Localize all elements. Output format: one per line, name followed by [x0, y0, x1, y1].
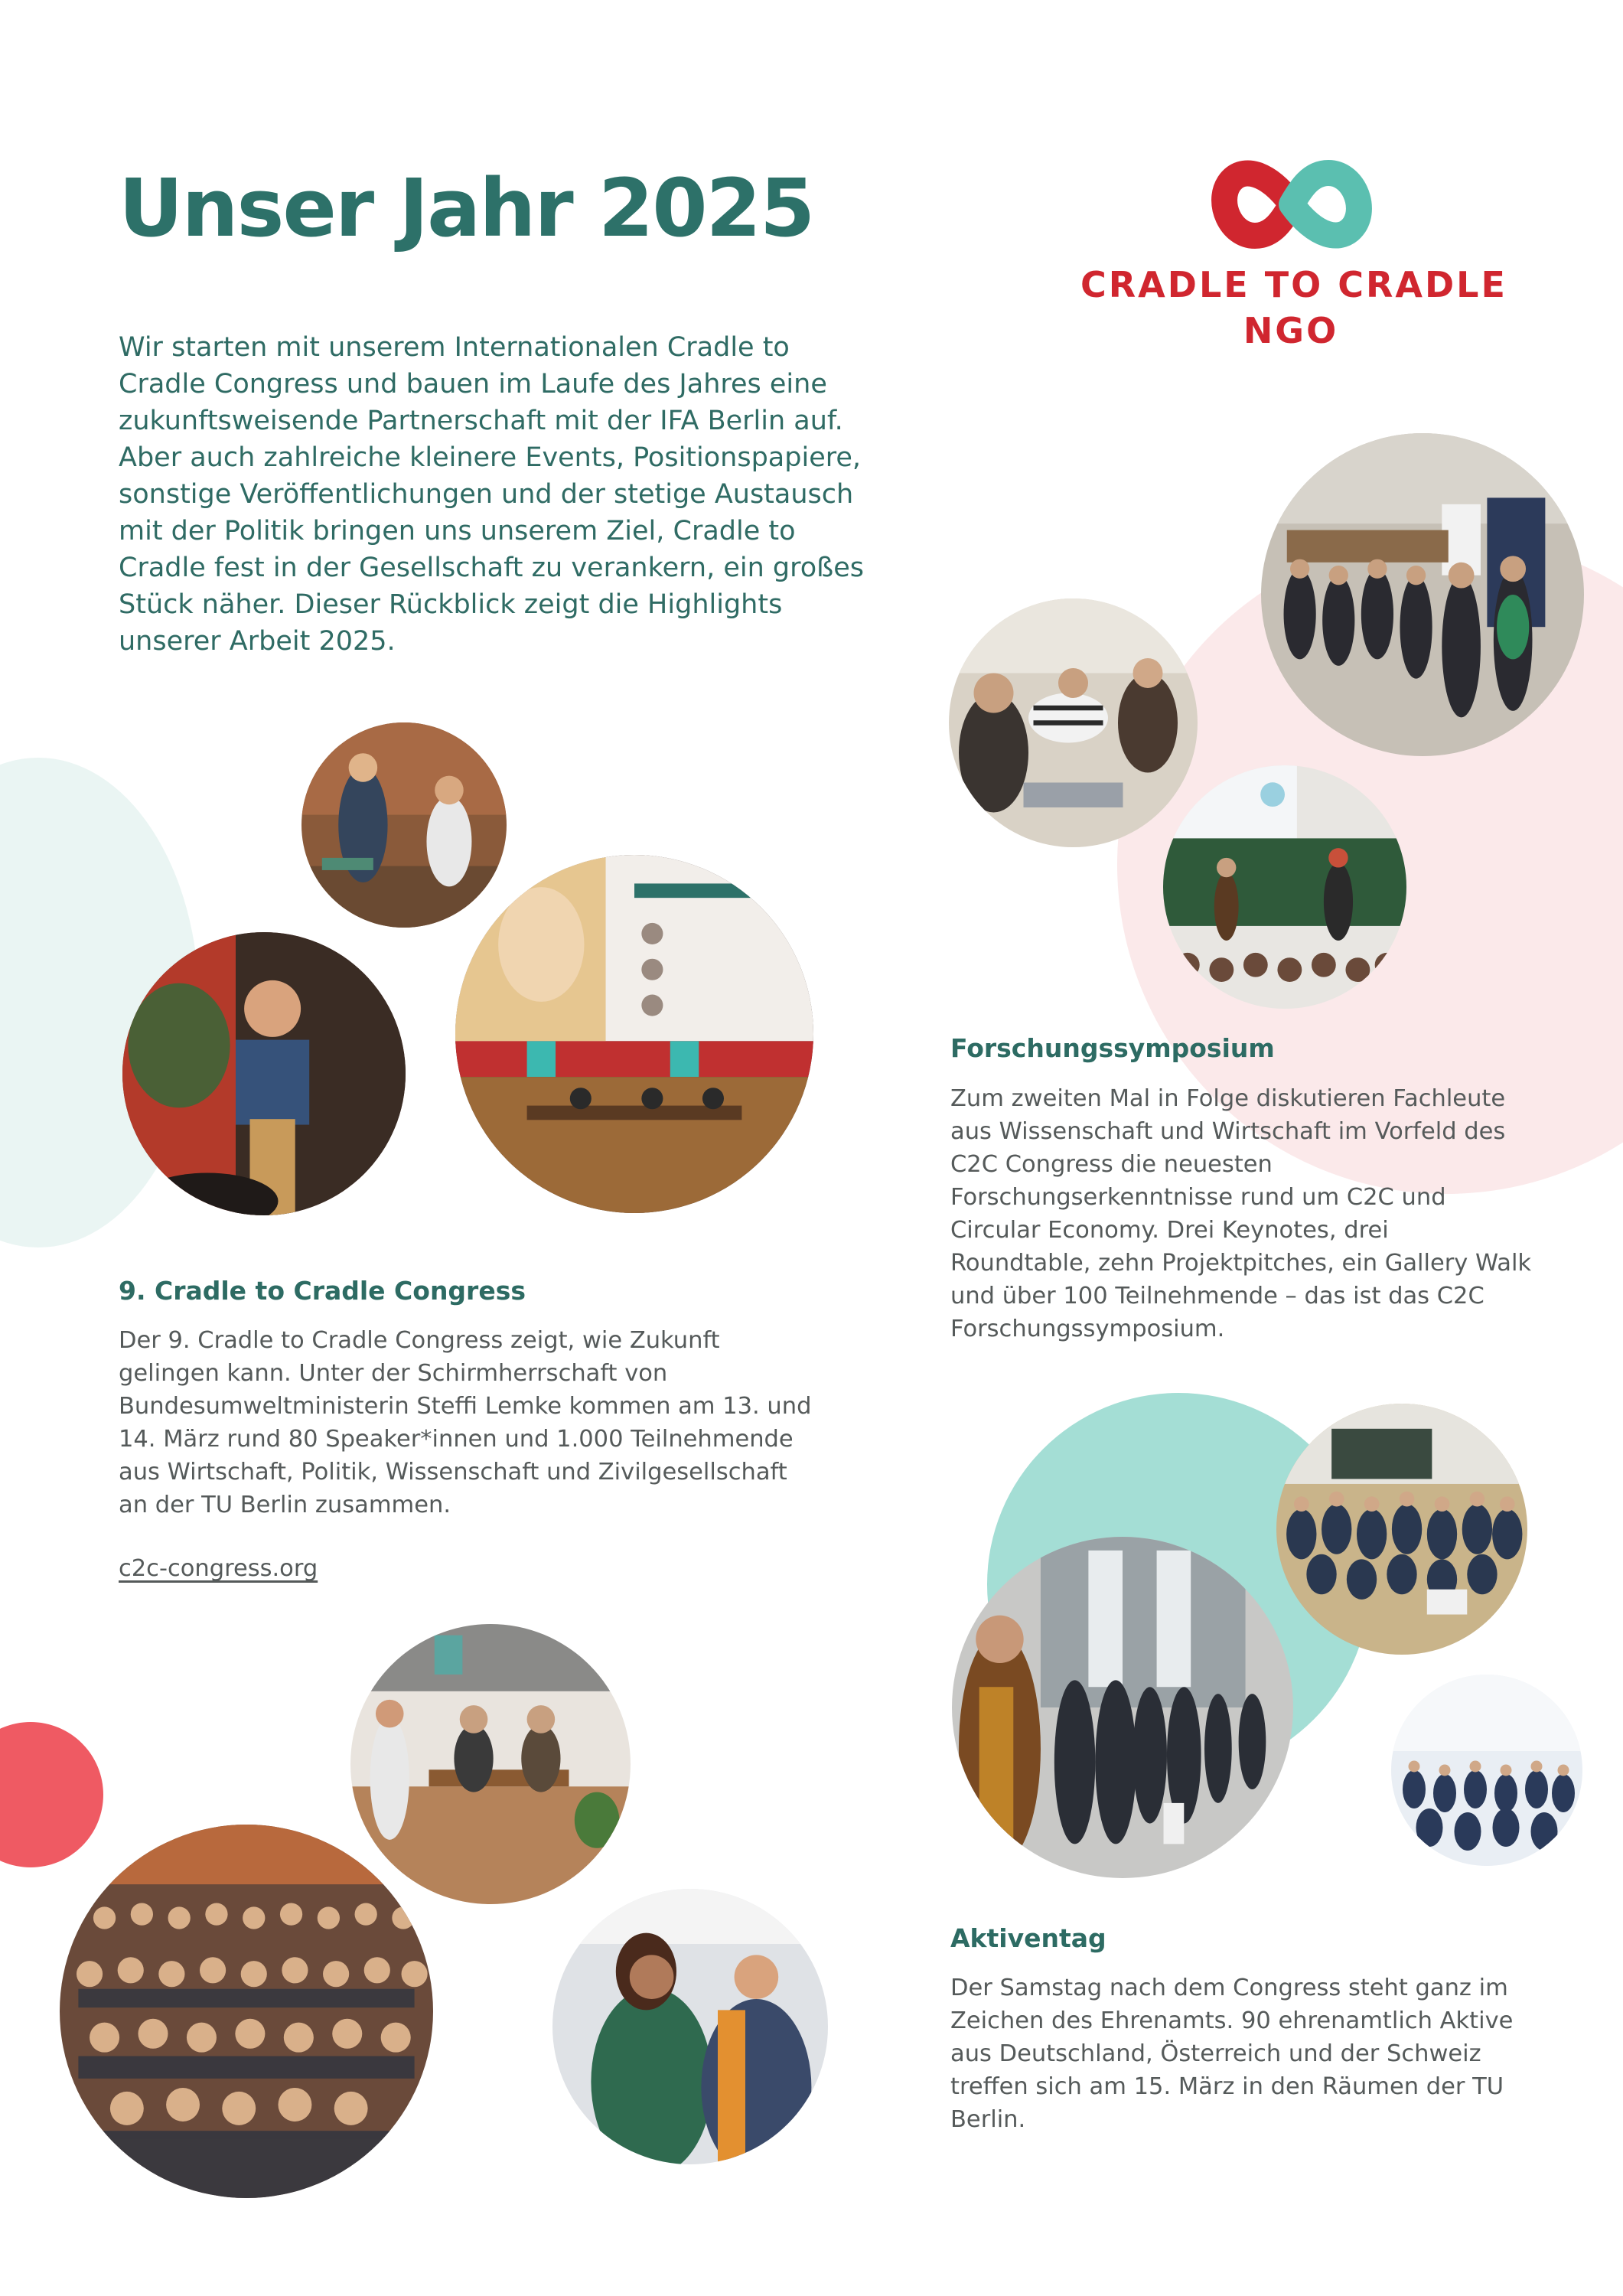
- photo-congress-panel-stage: [455, 855, 813, 1213]
- photo-congress-audience-hall: [60, 1825, 433, 2198]
- congress-body: Der 9. Cradle to Cradle Congress zeigt, wie Zukunft gelingen kann. Unter der Schirmherrschaft von Bundesumweltministerin Steffi Lemke kommen am 13. und 14. März rund 80 Speaker*innen und 1.000 Teilnehmende aus Wirtschaft, Politik, Wissenschaft und Zivilgesellschaft an der TU Berlin zusammen.: [119, 1327, 812, 1518]
- logo-infinity-icon: [1207, 153, 1376, 256]
- aktiventag-body: Der Samstag nach dem Congress steht ganz im Zeichen des Ehrenamts. 90 ehrenamtlich Aktive aus Deutschland, Österreich und der Schweiz treffen sich am 15. März in den Räumen der TU Berlin.: [950, 1975, 1514, 2133]
- photo-aktiventag-workshop-room: [1391, 1675, 1582, 1866]
- photo-symposium-keynote-lecture: [1163, 765, 1406, 1009]
- deco-circle-red-left: [0, 1722, 103, 1867]
- photo-congress-speaker-moderator: [122, 932, 406, 1215]
- photo-aktiventag-participants-line: [952, 1537, 1293, 1878]
- congress-website-link[interactable]: c2c-congress.org: [119, 1555, 318, 1582]
- logo-text-line2: NGO: [1243, 310, 1339, 351]
- photo-congress-panel-discussion: [350, 1624, 631, 1904]
- photo-aktiventag-group-cheering: [1276, 1404, 1527, 1655]
- photo-congress-speakers-stage: [301, 722, 507, 928]
- intro-paragraph: Wir starten mit unserem Internationalen Cradle to Cradle Congress und bauen im Laufe des Jahres eine zukunftsweisende Partnerschaft mit der IFA Berlin auf. Aber auch zahlreiche kleinere Events, Positionspapiere, sonstige Veröffentlichungen und der stetige Austausch mit der Politik bringen uns unserem Ziel, Cradle to Cradle fest in der Gesellschaft zu verankern, ein großes Stück näher. Dieser Rückblick zeigt die Highlights unserer Arbeit 2025.: [119, 332, 864, 657]
- page-title: Unser Jahr 2025: [119, 161, 814, 255]
- photo-symposium-gallery-walk: [1261, 433, 1584, 756]
- symposium-heading: Forschungssymposium: [950, 1033, 1275, 1063]
- aktiventag-heading: Aktiventag: [950, 1923, 1106, 1953]
- symposium-body: Zum zweiten Mal in Folge diskutieren Fachleute aus Wissenschaft und Wirtschaft im Vorfeld des C2C Congress die neuesten Forschungserkenntnisse rund um C2C und Circular Economy. Drei Keynotes, drei Roundtable, zehn Projektpitches, ein Gallery Walk und über 100 Teilnehmende – das ist das C2C Forschungssymposium.: [950, 1085, 1532, 1342]
- photo-congress-speaker-audience: [552, 1889, 828, 2164]
- congress-heading: 9. Cradle to Cradle Congress: [119, 1276, 526, 1306]
- logo-text-line1: CRADLE TO CRADLE: [1080, 264, 1507, 305]
- photo-symposium-roundtable: [949, 598, 1198, 847]
